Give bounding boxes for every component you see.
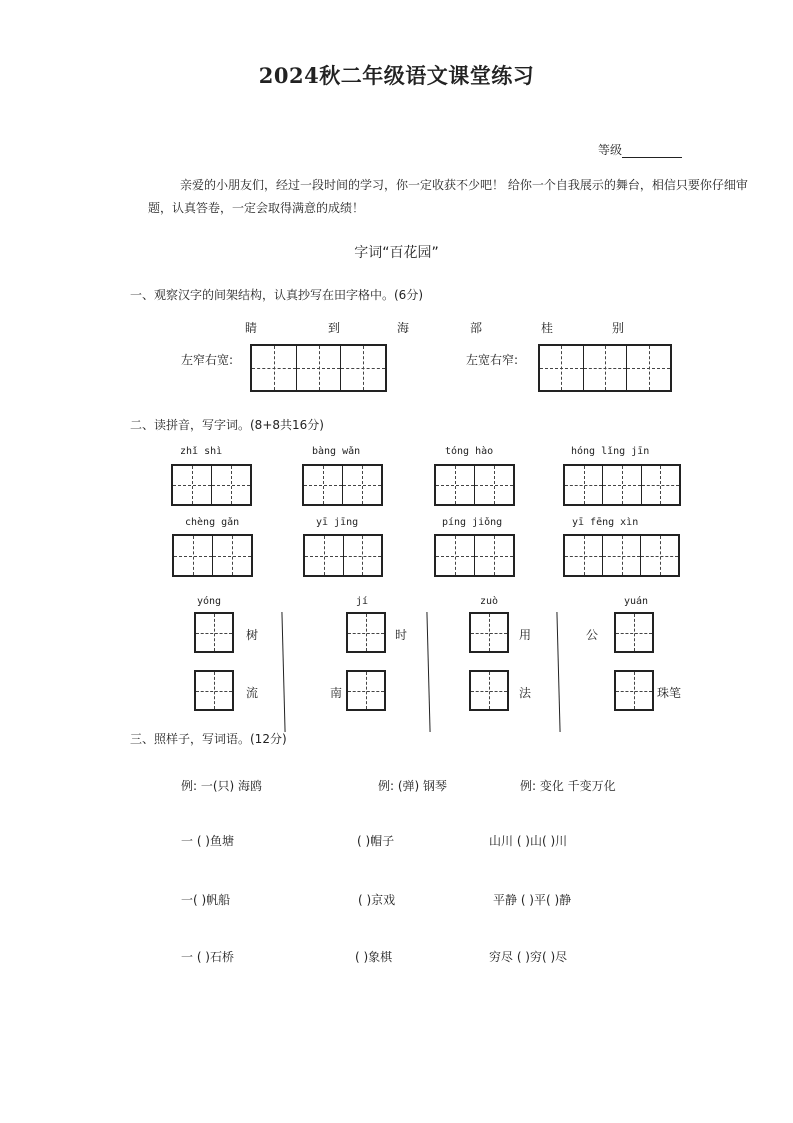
writing-box[interactable]	[614, 612, 654, 653]
left-narrow-label: 左窄右宽:	[181, 353, 234, 367]
word-part: 法	[519, 686, 532, 700]
fill-blank-item[interactable]: ( )象棋	[355, 950, 393, 964]
writing-grid[interactable]	[303, 534, 383, 577]
writing-grid-left-wide[interactable]	[538, 344, 672, 392]
left-wide-label: 左宽右窄:	[466, 353, 519, 367]
q3-title: 三、照样子，写词语。(12分)	[130, 732, 287, 746]
word-part: 时	[395, 628, 408, 642]
fill-blank-item[interactable]: 平静 ( )平( )静	[493, 893, 572, 907]
writing-grid[interactable]	[434, 534, 515, 577]
grade-blank[interactable]	[622, 146, 682, 158]
intro-paragraph: 亲爱的小朋友们，经过一段时间的学习，你一定收获不少吧！ 给你一个自我展示的舞台，相信只要你仔细审题，认真答卷，一定会取得满意的成绩！	[148, 178, 748, 215]
q1-title: 一、观察汉字的间架结构，认真抄写在田字格中。(6分)	[130, 288, 424, 302]
pinyin-label: yuán	[624, 596, 649, 607]
word-part: 用	[519, 628, 532, 642]
pinyin-label: bàng wǎn	[312, 446, 361, 457]
fill-blank-item[interactable]: 穷尽 ( )穷( )尽	[489, 950, 568, 964]
pinyin-label: chèng gǎn	[185, 517, 240, 528]
pinyin-label: jí	[356, 596, 369, 607]
example-item: 例: 一(只) 海鸥	[181, 779, 263, 793]
pinyin-label: zhǐ shì	[180, 446, 223, 457]
example-item: 例: 变化 千变万化	[520, 779, 616, 793]
writing-box[interactable]	[469, 670, 509, 711]
pinyin-label: yī fēng xìn	[572, 517, 639, 528]
word-part: 公	[586, 628, 599, 642]
pinyin-label: tóng hào	[445, 446, 494, 457]
writing-box[interactable]	[469, 612, 509, 653]
column-divider	[426, 612, 430, 732]
writing-box[interactable]	[614, 670, 654, 711]
q1-char: 到	[328, 321, 341, 335]
fill-blank-item[interactable]: 一( )帆船	[181, 893, 231, 907]
writing-grid[interactable]	[434, 464, 515, 506]
writing-box[interactable]	[194, 612, 234, 653]
column-divider	[281, 612, 285, 732]
q1-char: 桂	[541, 321, 554, 335]
q1-char: 别	[612, 321, 625, 335]
writing-box[interactable]	[346, 670, 386, 711]
fill-blank-item[interactable]: 山川 ( )山( )川	[489, 834, 568, 848]
writing-grid[interactable]	[171, 464, 252, 506]
word-part: 南	[330, 686, 343, 700]
section-title: 字词“百花园”	[354, 245, 439, 261]
fill-blank-item[interactable]: ( )帽子	[357, 834, 395, 848]
example-item: 例: (弹) 钢琴	[378, 779, 448, 793]
page-title: 2024秋二年级语文课堂练习	[258, 63, 535, 88]
grade-field[interactable]	[598, 141, 682, 158]
writing-box[interactable]	[194, 670, 234, 711]
pinyin-label: yóng	[197, 596, 222, 607]
q1-char: 部	[470, 321, 483, 335]
q1-char: 海	[397, 321, 410, 335]
word-part: 流	[246, 686, 259, 700]
pinyin-label: hóng lǐng jīn	[571, 446, 650, 457]
fill-blank-item[interactable]: 一 ( )鱼塘	[181, 834, 234, 848]
pinyin-label: píng jiǒng	[442, 517, 503, 528]
word-part: 树	[246, 628, 259, 642]
writing-grid[interactable]	[172, 534, 253, 577]
q1-char: 睛	[245, 321, 258, 335]
q2-title: 二、读拼音，写字词。(8+8共16分)	[130, 418, 324, 432]
writing-grid[interactable]	[302, 464, 383, 506]
fill-blank-item[interactable]: ( )京戏	[358, 893, 396, 907]
pinyin-label: zuò	[480, 596, 499, 607]
fill-blank-item[interactable]: 一 ( )石桥	[181, 950, 234, 964]
writing-box[interactable]	[346, 612, 386, 653]
word-part: 珠笔	[657, 686, 682, 700]
writing-grid[interactable]	[563, 534, 680, 577]
pinyin-label: yī jīng	[316, 517, 359, 528]
column-divider	[556, 612, 560, 732]
grade-label: 等级	[598, 143, 623, 157]
writing-grid-left-narrow[interactable]	[250, 344, 387, 392]
writing-grid[interactable]	[563, 464, 681, 506]
